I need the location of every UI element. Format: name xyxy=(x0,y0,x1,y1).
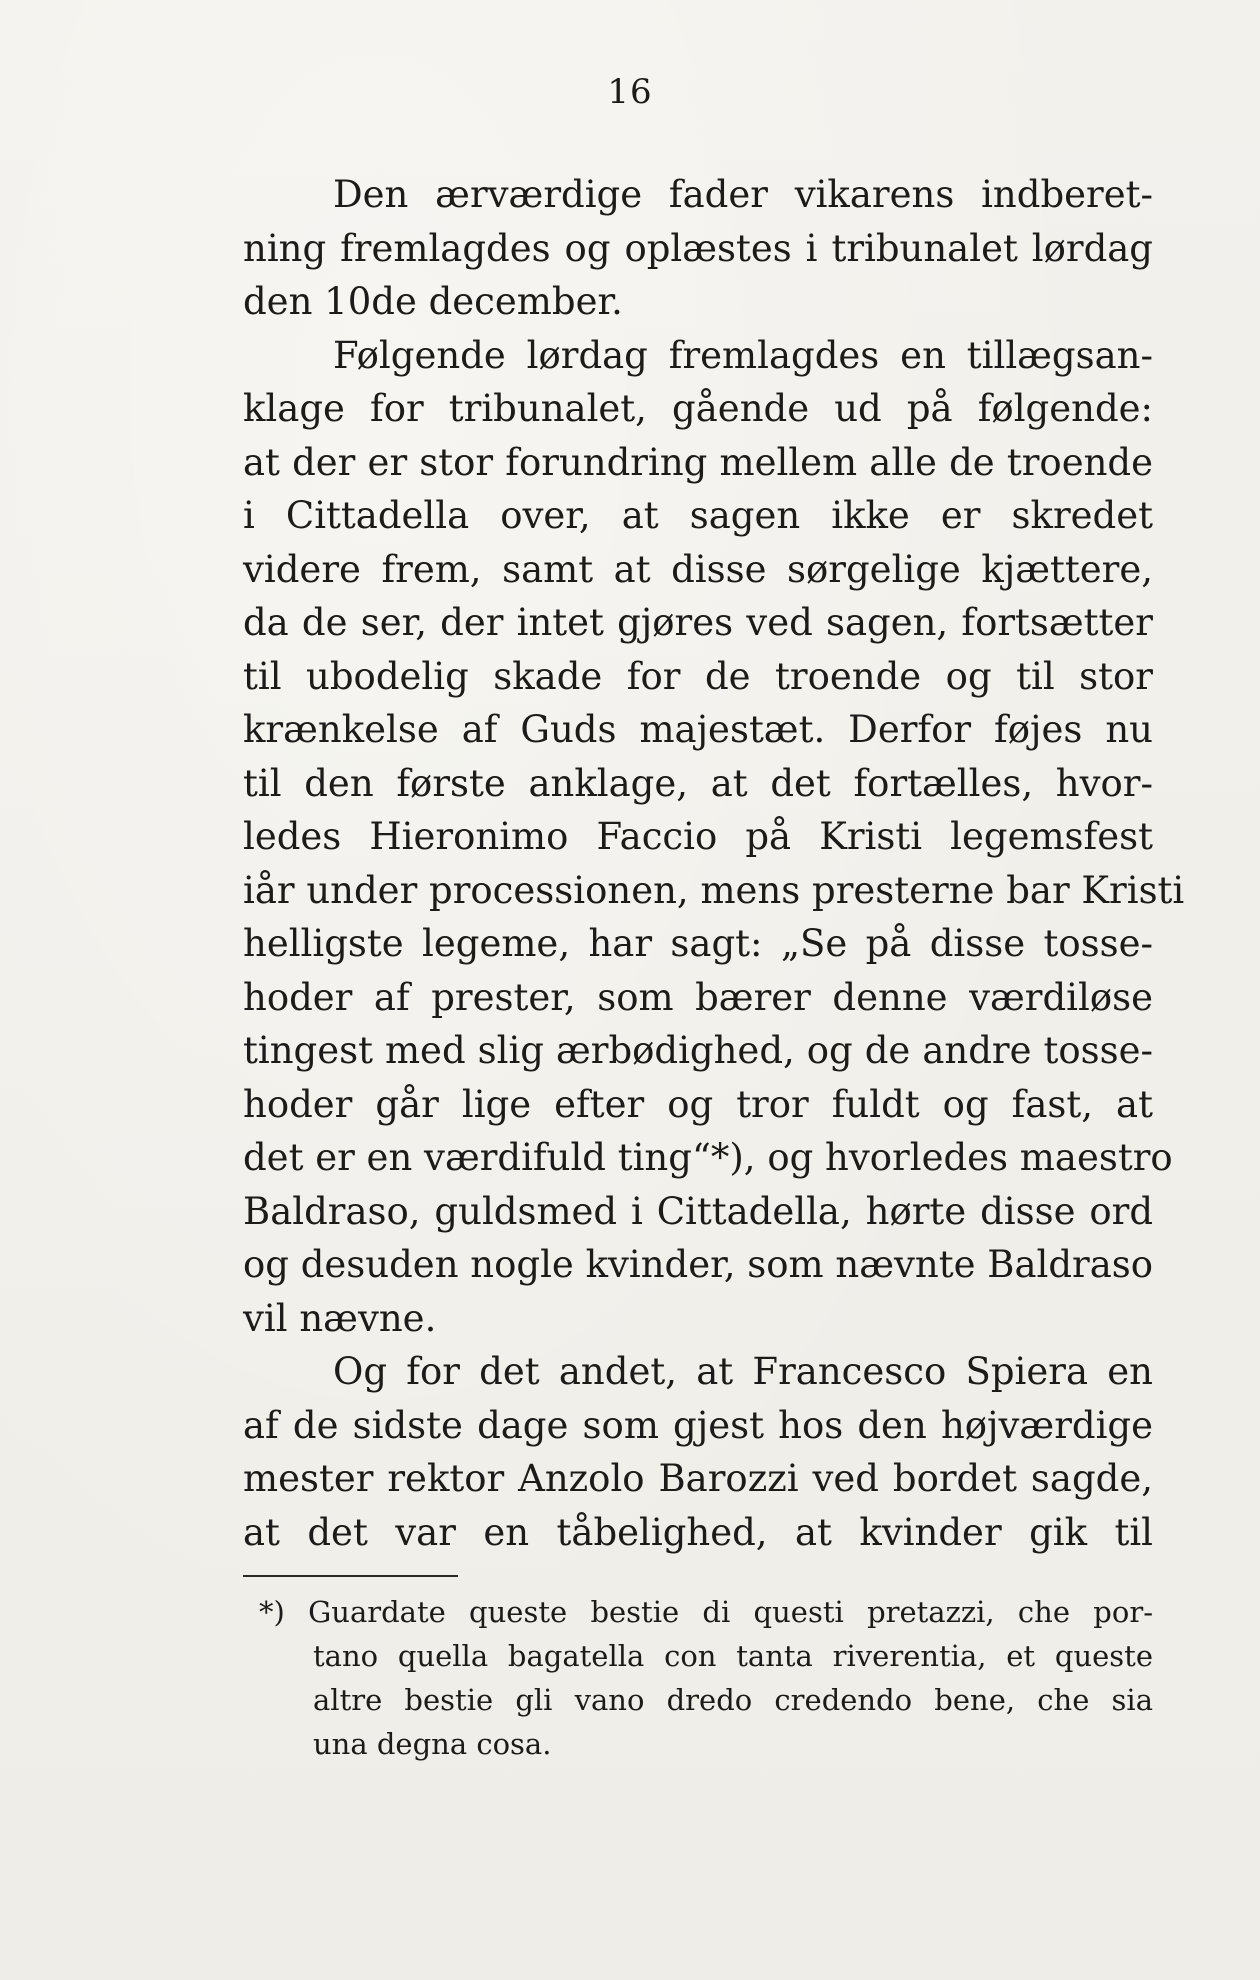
text-line: og desuden nogle kvinder, som nævnte Baldraso xyxy=(243,1243,1154,1286)
text-line: mester rektor Anzolo Barozzi ved bordet sagde, xyxy=(243,1457,1153,1500)
text-line: krænkelse af Guds majestæt. Derfor føjes nu xyxy=(243,708,1153,751)
text-line: det er en værdifuld ting“*), og hvorledes maestro xyxy=(243,1136,1173,1179)
text-line: vil nævne. xyxy=(243,1296,437,1340)
text-line: at der er stor forundring mellem alle de troende xyxy=(243,440,1153,484)
text-line: helligste legeme, har sagt: „Se på disse tosse- xyxy=(243,922,1153,965)
text-line: Baldraso, guldsmed i Cittadella, hørte disse ord xyxy=(243,1189,1153,1233)
text-line: Og for det andet, at Francesco Spiera en xyxy=(333,1350,1153,1393)
footnote-line: altre bestie gli vano dredo credendo bene, che sia xyxy=(313,1683,1153,1717)
text-line: da de ser, der intet gjøres ved sagen, fortsætter xyxy=(243,601,1153,644)
text-line: ning fremlagdes og oplæstes i tribunalet lørdag xyxy=(243,226,1153,270)
footnote-line: *) Guardate queste bestie di questi pretazzi, che por- xyxy=(259,1595,1153,1629)
text-line: at det var en tåbelighed, at kvinder gik til xyxy=(243,1510,1153,1554)
text-line: Den ærværdige fader vikarens indberet- xyxy=(333,173,1153,216)
text-line: den 10de december. xyxy=(243,280,623,323)
text-line: hoder går lige efter og tror fuldt og fast, at xyxy=(243,1082,1153,1126)
text-line: iår under processionen, mens presterne bar Kristi xyxy=(243,868,1185,912)
text-line: ledes Hieronimo Faccio på Kristi legemsfest xyxy=(243,815,1153,858)
text-line: videre frem, samt at disse sørgelige kjættere, xyxy=(243,547,1153,591)
text-line: klage for tribunalet, gående ud på følgende: xyxy=(243,387,1153,430)
body-text xyxy=(243,168,1185,1559)
footnote-line: tano quella bagatella con tanta riverentia, et queste xyxy=(313,1639,1153,1673)
text-line: i Cittadella over, at sagen ikke er skredet xyxy=(243,494,1153,537)
footnote xyxy=(243,1590,1153,1766)
text-line: hoder af prester, som bærer denne værdiløse xyxy=(243,975,1153,1019)
page-number: 16 xyxy=(607,72,653,112)
text-line: af de sidste dage som gjest hos den højværdige xyxy=(243,1403,1153,1447)
text-line: til ubodelig skade for de troende og til stor xyxy=(243,654,1153,698)
text-line: Følgende lørdag fremlagdes en tillægsan- xyxy=(333,333,1153,377)
text-line: til den første anklage, at det fortælles, hvor- xyxy=(243,761,1153,805)
footnote-divider xyxy=(243,1575,458,1577)
text-line: tingest med slig ærbødighed, og de andre tosse- xyxy=(243,1029,1153,1072)
footnote-line: una degna cosa. xyxy=(313,1727,552,1761)
